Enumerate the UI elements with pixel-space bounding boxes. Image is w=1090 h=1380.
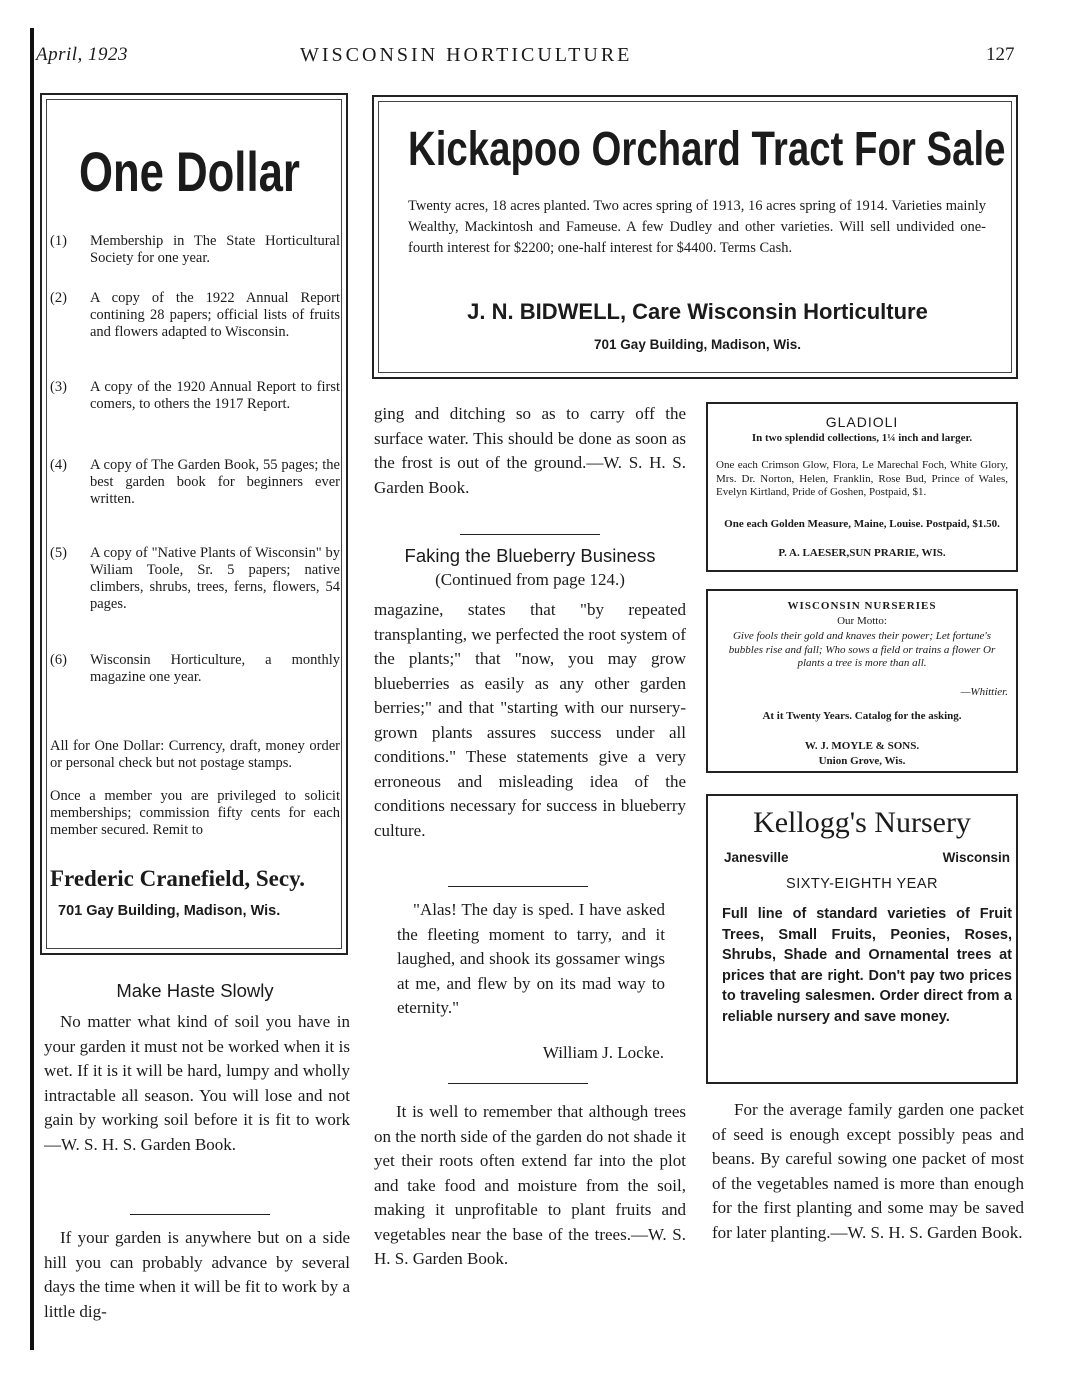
- gladioli-second-offer: One each Golden Measure, Maine, Louise. Postpaid, $1.50.: [724, 518, 1000, 530]
- membership-headline: One Dollar: [79, 140, 300, 203]
- secretary-address: 701 Gay Building, Madison, Wis.: [58, 903, 281, 919]
- gladioli-collections: In two splendid collections, 1¼ inch and larger.: [751, 432, 973, 444]
- gladioli-title: GLADIOLI: [825, 414, 899, 430]
- nurseries-motto-author: —Whittier.: [960, 686, 1008, 698]
- item-number: (4): [50, 457, 67, 473]
- trees-body: It is well to remember that although trees on the north side of the garden do not shade it yet their roots often extend far into the plot and take food and moisture from the soil, making it unprofitable to plant fruits and vegetables near the base of the trees.—W. S. H. S. Garden Book.: [374, 1102, 686, 1268]
- blueberry-continued: (Continued from page 124.): [435, 570, 625, 589]
- issue-date: April, 1923: [36, 44, 129, 65]
- membership-item: [50, 233, 340, 273]
- section-divider: [130, 1214, 270, 1215]
- item-text: A copy of the 1922 Annual Report contining 28 papers; official lists of fruits and flowers adapted to Wisconsin.: [90, 290, 340, 340]
- make-haste-title: Make Haste Slowly: [116, 980, 274, 1001]
- item-text: Membership in The State Horticultural Society for one year.: [90, 233, 340, 266]
- kellogg-year: SIXTY-EIGHTH YEAR: [786, 876, 938, 892]
- nurseries-town: Union Grove, Wis.: [818, 755, 906, 767]
- item-number: (1): [50, 233, 67, 249]
- blueberry-body: magazine, states that "by repeated transplanting, we perfected the root system of the plants;" that "now, you may grow blueberries as easily as any other garden berries;" and that "starting with our nursery-grown plants assures success under all conditions." These statements give a very erroneous and misleading idea of the conditions necessary for success in blueberry culture.: [374, 600, 686, 840]
- gladioli-body: One each Crimson Glow, Flora, Le Marechal Foch, White Glory, Mrs. Dr. Norton, Helen, Franklin, Rose Bud, Prince of Wales, Evelyn Kirtland, Pride of Goshen, Postpaid, $1.: [716, 459, 1008, 498]
- ditching-text: ging and ditching so as to carry off the surface water. This should be done as soon as the frost is out of the ground.—W. S. H. S. Garden Book.: [374, 404, 686, 497]
- nurseries-motto-label: Our Motto:: [837, 615, 887, 627]
- kickapoo-address: 701 Gay Building, Madison, Wis.: [594, 337, 801, 352]
- nurseries-title: WISCONSIN NURSERIES: [787, 600, 937, 612]
- membership-item: [50, 290, 340, 360]
- item-text: A copy of "Native Plants of Wisconsin" by Wiliam Toole, Sr. 5 papers; native climbers, shrubs, trees, ferns, flowers, 54 pages.: [90, 545, 340, 612]
- item-number: (6): [50, 652, 67, 668]
- nurseries-years: At it Twenty Years. Catalog for the asking.: [762, 710, 962, 722]
- item-text: Wisconsin Horticulture, a monthly magazine one year.: [90, 652, 340, 685]
- item-number: (3): [50, 379, 67, 395]
- kellogg-city: Janesville: [724, 850, 789, 865]
- side-hill-body: If your garden is anywhere but on a side hill you can probably advance by several days the time when it will be fit to work by a little dig-: [44, 1228, 350, 1321]
- secretary-name: Frederic Cranefield, Secy.: [50, 866, 306, 891]
- nurseries-firm: W. J. MOYLE & SONS.: [804, 740, 920, 752]
- membership-item: [50, 379, 340, 434]
- page-number: 127: [986, 44, 1015, 65]
- make-haste-body: No matter what kind of soil you have in your garden it must not be worked when it is wet. If it is it will be hard, lumpy and wholly intractable all season. You will lose and not gain by working soil before it is fit to work—W. S. H. S. Garden Book.: [44, 1012, 350, 1154]
- kickapoo-body: Twenty acres, 18 acres planted. Two acres spring of 1913, 16 acres spring of 1914. Varieties mainly Wealthy, Mackintosh and Fameuse. A few Dudley and other varieties. Will sell undivided one-fourth interest for $2200; one-half interest for $4400. Terms Cash.: [408, 198, 986, 256]
- membership-commission: Once a member you are privileged to solicit memberships; commission fifty cents for each member secured. Remit to: [50, 788, 340, 838]
- membership-item: [50, 652, 340, 692]
- kellogg-title: Kellogg's Nursery: [753, 806, 971, 839]
- kickapoo-headline: Kickapoo Orchard Tract For Sale: [408, 123, 1006, 176]
- kellogg-body: Full line of standard varieties of Fruit Trees, Small Fruits, Peonies, Roses, Shrubs, Shade and Ornamental trees at prices that are right. Don't pay two prices to traveling salesmen. Order direct from a reliable nursery and save money.: [722, 906, 1012, 1025]
- section-divider: [460, 534, 600, 535]
- membership-item: [50, 457, 340, 527]
- kickapoo-contact: J. N. BIDWELL, Care Wisconsin Horticulture: [467, 299, 928, 324]
- locke-quote: "Alas! The day is sped. I have asked the fleeting moment to tarry, and it laughed, and shook its gossamer wings at me, and flew by on its mad way to eternity.": [397, 900, 665, 1017]
- item-number: (2): [50, 290, 67, 306]
- binding-edge: [30, 28, 34, 1350]
- gladioli-seller: P. A. LAESER,SUN PRARIE, WIS.: [778, 547, 946, 559]
- section-divider: [448, 886, 588, 887]
- item-number: (5): [50, 545, 67, 561]
- item-text: A copy of the 1920 Annual Report to first comers, to others the 1917 Report.: [90, 379, 340, 412]
- quote-author: William J. Locke.: [542, 1043, 664, 1062]
- blueberry-title: Faking the Blueberry Business: [404, 545, 656, 566]
- item-text: A copy of The Garden Book, 55 pages; the best garden book for beginners ever written.: [90, 457, 340, 507]
- membership-all-for: All for One Dollar: Currency, draft, money order or personal check but not postage stamps.: [50, 738, 340, 771]
- nurseries-motto: Give fools their gold and knaves their power; Let fortune's bubbles rise and fall; Who sows a field or trains a flower Or plants a tree is more than all.: [728, 630, 996, 669]
- membership-item: [50, 545, 340, 630]
- magazine-title: WISCONSIN HORTICULTURE: [300, 44, 633, 66]
- kellogg-state: Wisconsin: [942, 850, 1010, 865]
- seed-note-body: For the average family garden one packet of seed is enough except possibly peas and beans. By careful sowing one packet of most of the vegetables named is more than enough for the first planting and some may be saved for later planting.—W. S. H. S. Garden Book.: [712, 1100, 1024, 1242]
- section-divider: [448, 1083, 588, 1084]
